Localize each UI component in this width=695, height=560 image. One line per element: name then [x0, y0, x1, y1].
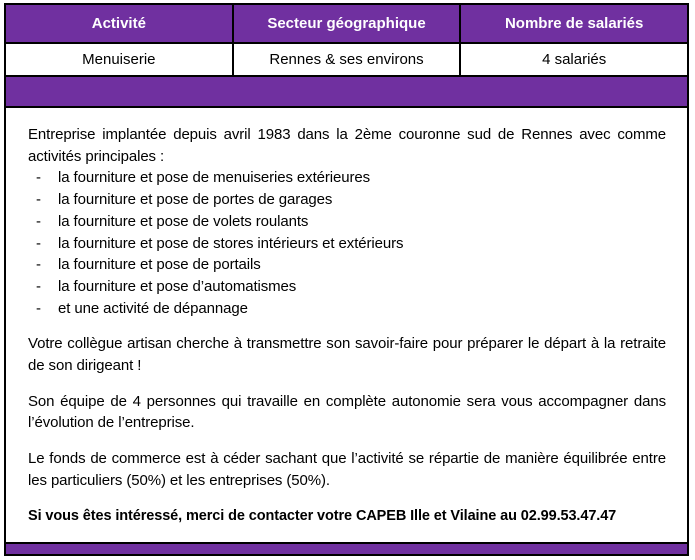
table-header-row: [6, 5, 687, 44]
header-cell-activite: Activité: [91, 15, 146, 32]
table-value-row: [6, 44, 687, 77]
intro-paragraph: Entreprise implantée depuis avril 1983 dans la 2ème couronne sud de Rennes avec comme activités principales :: [28, 126, 666, 165]
list-item-text: la fourniture et pose de portails: [58, 256, 261, 274]
list-dash-marker: -: [36, 191, 41, 209]
list-dash-marker: -: [36, 234, 41, 252]
list-dash-marker: -: [36, 212, 41, 230]
purple-footer-band: [6, 542, 687, 554]
purple-separator-band: [6, 77, 687, 108]
description-text-block: [6, 108, 687, 542]
value-cell-salaries: 4 salariés: [459, 44, 687, 75]
list-item-text: la fourniture et pose de portes de garages: [58, 191, 333, 209]
list-dash-marker: -: [36, 299, 41, 317]
list-dash-marker: -: [36, 277, 41, 295]
activities-list: [28, 167, 666, 319]
list-item-text: et une activité de dépannage: [58, 299, 248, 317]
list-item: [28, 189, 666, 211]
list-item: [28, 167, 666, 189]
list-dash-marker: -: [36, 169, 41, 187]
list-item: [28, 254, 666, 276]
list-item: [28, 276, 666, 298]
list-item-text: la fourniture et pose de menuiseries extérieures: [58, 169, 371, 187]
list-item: [28, 298, 666, 320]
value-cell-activite: Menuiserie: [82, 51, 156, 68]
header-cell-secteur: Secteur géographique: [232, 5, 460, 42]
announcement-table: [4, 3, 689, 556]
header-cell-salaries: Nombre de salariés: [459, 5, 687, 42]
list-dash-marker: -: [36, 256, 41, 274]
paragraph-transmettre: Votre collègue artisan cherche à transmettre son savoir-faire pour préparer le départ à la retraite de son dirigeant !: [28, 335, 666, 375]
value-cell-secteur: Rennes & ses environs: [232, 44, 460, 75]
list-item-text: la fourniture et pose de stores intérieurs et extérieurs: [58, 234, 404, 252]
contact-line: Si vous êtes intéressé, merci de contacter votre CAPEB Ille et Vilaine au 02.99.53.47.47: [28, 507, 617, 524]
paragraph-equipe: Son équipe de 4 personnes qui travaille en complète autonomie sera vous accompagner dans l’évolution de l’entreprise.: [28, 392, 666, 432]
list-item-text: la fourniture et pose de volets roulants: [58, 212, 309, 230]
list-item: [28, 211, 666, 233]
list-item-text: la fourniture et pose d’automatismes: [58, 277, 297, 295]
paragraph-fonds: Le fonds de commerce est à céder sachant que l’activité se répartie de manière équilibrée entre les particuliers (50%) et les entreprises (50%).: [28, 450, 666, 489]
list-item: [28, 233, 666, 255]
